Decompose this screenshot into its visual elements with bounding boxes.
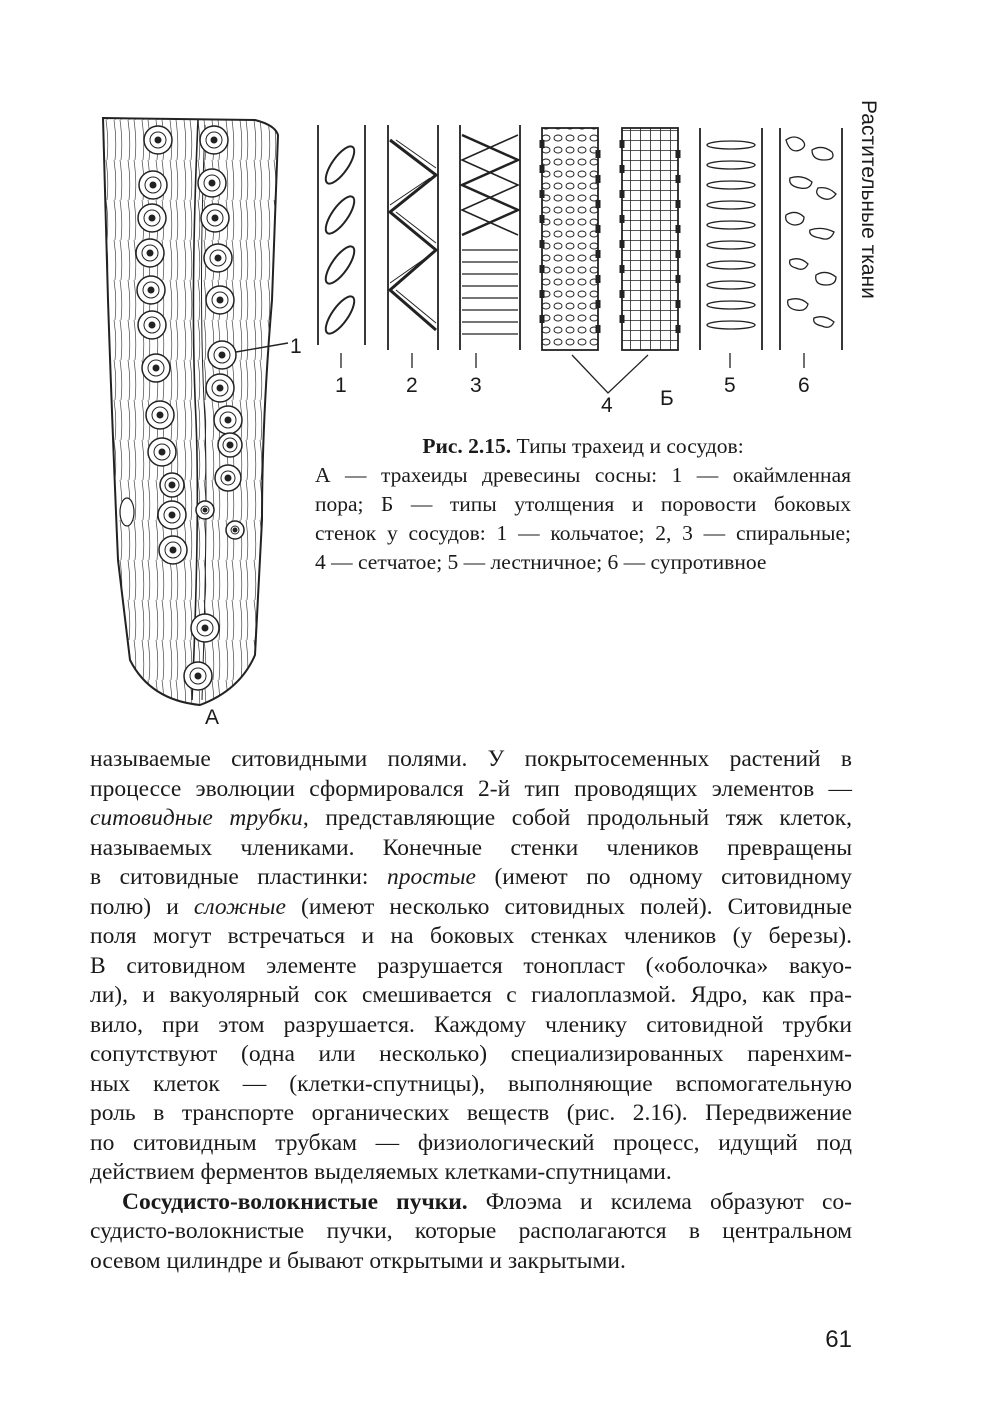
vessel-number-1: 1 — [335, 374, 347, 397]
text-line — [90, 1040, 852, 1070]
bordered-pit — [159, 536, 187, 564]
caption-line: 4 — сетчатое; 5 — лестничное; 6 — супротивное — [315, 550, 767, 574]
bordered-pit — [146, 401, 174, 429]
page-number: 61 — [825, 1326, 852, 1353]
vessel-types-b — [318, 125, 842, 393]
bordered-pit — [148, 438, 176, 466]
text-line — [90, 1011, 852, 1041]
text-line — [90, 1099, 852, 1129]
bordered-pit — [191, 614, 219, 642]
vessel-annular — [318, 125, 365, 345]
bordered-pit — [158, 501, 186, 529]
bordered-pit — [204, 244, 232, 272]
text-segment: ных клеток — (клетки-спутницы), выполняющие вспомогательную — [90, 1070, 852, 1097]
text-segment: простые — [386, 864, 476, 890]
bordered-pit — [139, 171, 167, 199]
text-segment: осевом цилиндре и бывают открытыми и закрытыми. — [90, 1247, 626, 1274]
text-line — [90, 863, 852, 893]
text-line — [90, 834, 852, 864]
text-line — [90, 745, 852, 775]
text-segment: сложные — [193, 893, 286, 920]
bordered-pit — [160, 473, 184, 497]
paragraph-vascular-bundles — [90, 1188, 852, 1277]
text-line — [90, 952, 852, 982]
text-line — [90, 922, 852, 952]
text-segment: судисто-волокнистые пучки, которые располагаются в центральном — [90, 1218, 852, 1244]
vessel-scalariform — [700, 128, 762, 350]
text-segment: вило, при этом разрушается. Каждому членику ситовидной трубки — [90, 1011, 852, 1038]
tracheid-drawing-a — [103, 118, 302, 729]
bordered-pit — [137, 276, 165, 304]
vessel-spiral-2 — [388, 125, 438, 350]
text-segment: ли), и вакуолярный сок смешивается с гиалоплазмой. Ядро, как пра- — [90, 982, 852, 1008]
text-line — [90, 804, 852, 834]
vessel-number-6: 6 — [798, 374, 810, 397]
text-segment: Флоэма и ксилема образуют со- — [467, 1188, 852, 1215]
text-line — [90, 1188, 852, 1218]
bordered-pit — [196, 501, 214, 519]
vessel-spiral-3 — [460, 125, 520, 350]
text-line — [90, 893, 852, 923]
body-text — [90, 745, 852, 1276]
text-segment: называемые ситовидными полями. У покрытосеменных растений в — [90, 746, 852, 772]
bordered-pit — [198, 169, 226, 197]
text-segment: полю) и — [90, 893, 194, 920]
running-header: Растительные ткани — [857, 100, 880, 299]
caption-line: А — трахеиды древесины сосны: 1 — окаймленная — [315, 463, 851, 487]
bordered-pit — [226, 521, 244, 539]
bordered-pit — [218, 433, 242, 457]
bordered-pit — [184, 662, 212, 690]
caption-line: стенок у сосудов: 1 — кольчатое; 2, 3 — спиральные; — [315, 521, 851, 545]
bordered-pit — [138, 311, 166, 339]
text-segment: ситовидные трубки — [90, 805, 303, 831]
bordered-pit — [206, 374, 234, 402]
text-segment: в ситовидные пластинки: — [90, 864, 387, 890]
bordered-pit — [136, 239, 164, 267]
text-segment: (имеют по одному ситовидному — [475, 864, 852, 890]
text-line — [90, 1247, 852, 1277]
text-line — [90, 981, 852, 1011]
text-line — [90, 1129, 852, 1159]
text-line — [90, 775, 852, 805]
caption-number: Рис. 2.15. — [422, 434, 512, 458]
caption-line: пора; Б — типы утолщения и поровости боковых — [315, 492, 851, 516]
text-segment: называемых члениками. Конечные стенки члеников превращены — [90, 834, 852, 861]
text-segment: В ситовидном элементе разрушается тонопласт («оболочка» вакуо- — [90, 952, 852, 979]
text-segment: , представляющие собой продольный тяж клеток, — [302, 805, 852, 831]
vessel-number-4: 4 — [601, 394, 613, 417]
caption-title: Типы трахеид и сосудов: — [516, 434, 744, 458]
vessel-number-5: 5 — [724, 374, 736, 397]
bordered-pit — [144, 126, 172, 154]
bordered-pit — [201, 204, 229, 232]
text-segment: роль в транспорте органических веществ (рис. 2.16). Передвижение — [90, 1100, 852, 1126]
text-segment: поля могут встречаться и на боковых стенках члеников (у березы). — [90, 923, 852, 949]
text-segment: по ситовидным трубкам — физиологический процесс, идущий под — [90, 1129, 852, 1156]
bordered-pit — [138, 204, 166, 232]
paragraph-sieve-tubes — [90, 745, 852, 1188]
text-segment: Сосудисто-волокнистые пучки. — [122, 1188, 468, 1215]
text-segment: (имеют несколько ситовидных полей). Ситовидные — [285, 893, 853, 920]
caption-heading — [315, 432, 851, 461]
bordered-pit — [206, 286, 234, 314]
label-a: А — [205, 706, 220, 729]
text-line — [90, 1217, 852, 1247]
vessel-number-2: 2 — [406, 374, 418, 397]
vessel-opposite — [780, 128, 842, 350]
figure-caption — [315, 432, 851, 577]
bordered-pit — [142, 354, 170, 382]
vessel-reticulate — [542, 128, 678, 350]
bordered-pit — [215, 465, 241, 491]
bordered-pit — [214, 406, 242, 434]
vessel-number-3: 3 — [470, 374, 482, 397]
text-segment: действием ферментов выделяемых клетками-спутницами. — [90, 1159, 672, 1185]
text-segment: сопутствуют (одна или несколько) специализированных паренхим- — [90, 1041, 852, 1067]
text-segment: процессе эволюции сформировался 2-й тип проводящих элементов — — [90, 775, 852, 802]
text-line — [90, 1158, 852, 1188]
pore-label: 1 — [290, 335, 302, 358]
text-line — [90, 1070, 852, 1100]
bordered-pit — [200, 126, 228, 154]
label-b: Б — [660, 387, 674, 410]
bordered-pit — [208, 341, 236, 369]
